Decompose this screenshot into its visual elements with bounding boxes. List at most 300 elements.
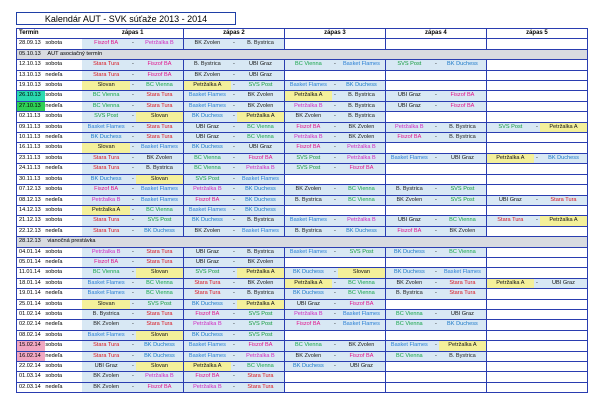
column-header-zapas-2: zápas 2 <box>183 29 284 39</box>
table-row <box>17 278 588 288</box>
away-team <box>540 185 588 195</box>
table-row <box>17 372 588 382</box>
home-team: Petržalka A <box>183 362 230 372</box>
date-cell: 14.12.13 <box>17 205 46 215</box>
table-row <box>17 268 588 278</box>
table-row <box>17 351 588 361</box>
home-team: BK Duchess <box>284 268 331 278</box>
home-team <box>486 226 533 236</box>
home-team: BK Zvolen <box>183 39 230 49</box>
match-separator: - <box>332 60 338 70</box>
home-team: BK Zvolen <box>284 185 331 195</box>
match-separator: - <box>231 289 237 299</box>
day-cell: sobota <box>45 185 82 195</box>
away-team: Stara Tura <box>540 195 588 205</box>
home-team <box>385 382 432 392</box>
away-team: B. Bystrica <box>338 101 385 111</box>
day-cell: nedeľa <box>45 226 82 236</box>
date-cell: 13.10.13 <box>17 70 46 80</box>
away-team: BC Vienna <box>136 205 183 215</box>
away-team: Stara Tura <box>237 382 284 392</box>
match-separator: - <box>130 81 136 91</box>
home-team: Stara Tura <box>183 278 230 288</box>
match-separator: - <box>433 289 439 299</box>
match-separator: - <box>130 372 136 382</box>
home-team: Slovan <box>82 143 129 153</box>
away-team: BK Zvolen <box>237 257 284 267</box>
away-team <box>540 133 588 143</box>
away-team: Stara Tura <box>136 122 183 132</box>
match-separator: - <box>332 278 338 288</box>
home-team: BC Vienna <box>385 351 432 361</box>
table-row <box>17 247 588 257</box>
match-separator: - <box>433 122 439 132</box>
away-team: Stara Tura <box>237 372 284 382</box>
home-team <box>486 257 533 267</box>
away-team <box>439 205 486 215</box>
match-separator: - <box>332 112 338 122</box>
home-team: BK Duchess <box>284 362 331 372</box>
match-separator: - <box>130 101 136 111</box>
table-row <box>17 382 588 392</box>
day-cell: sobota <box>45 91 82 101</box>
home-team: Basket Flames <box>284 81 331 91</box>
home-team: BK Zvolen <box>284 351 331 361</box>
home-team: Basket Flames <box>82 289 129 299</box>
match-separator: - <box>231 216 237 226</box>
away-team <box>439 39 486 49</box>
home-team <box>284 39 331 49</box>
table-row <box>17 122 588 132</box>
away-team <box>540 60 588 70</box>
home-team: Fiszof BA <box>284 320 331 330</box>
away-team <box>540 70 588 80</box>
away-team: SVS Post <box>136 299 183 309</box>
home-team: Basket Flames <box>82 278 129 288</box>
table-row <box>17 195 588 205</box>
match-separator: - <box>231 174 237 184</box>
home-team: BC Vienna <box>82 101 129 111</box>
home-team: BC Vienna <box>183 153 230 163</box>
home-team: Basket Flames <box>284 216 331 226</box>
home-team: UBI Graz <box>486 195 533 205</box>
table-row <box>17 133 588 143</box>
table-row <box>17 101 588 111</box>
home-team: Basket Flames <box>183 101 230 111</box>
home-team: Basket Flames <box>183 205 230 215</box>
away-team <box>338 174 385 184</box>
match-separator: - <box>433 351 439 361</box>
match-separator: - <box>231 101 237 111</box>
day-cell: nedeľa <box>45 101 82 111</box>
home-team: BK Zvolen <box>82 382 129 392</box>
match-separator: - <box>433 278 439 288</box>
match-separator: - <box>534 278 540 288</box>
home-team: Basket Flames <box>82 330 129 340</box>
home-team: UBI Graz <box>385 216 432 226</box>
home-team <box>486 143 533 153</box>
away-team: UBI Graz <box>439 153 486 163</box>
home-team <box>486 60 533 70</box>
home-team: Basket Flames <box>385 341 432 351</box>
day-cell: nedeľa <box>45 70 82 80</box>
home-team <box>385 362 432 372</box>
match-separator: - <box>332 133 338 143</box>
match-separator: - <box>231 112 237 122</box>
match-separator: - <box>130 122 136 132</box>
away-team: Petržalka B <box>338 143 385 153</box>
table-row <box>17 320 588 330</box>
date-cell: 28.12.13 <box>17 237 46 247</box>
match-separator: - <box>231 91 237 101</box>
away-team: BK Zvolen <box>338 133 385 143</box>
home-team: Stara Tura <box>82 341 129 351</box>
home-team <box>385 372 432 382</box>
home-team <box>486 205 533 215</box>
day-cell: nedeľa <box>45 382 82 392</box>
away-team: SVS Post <box>237 309 284 319</box>
away-team <box>540 309 588 319</box>
home-team <box>486 185 533 195</box>
away-team: Basket Flames <box>338 309 385 319</box>
table-row <box>17 153 588 163</box>
away-team <box>540 299 588 309</box>
away-team <box>338 382 385 392</box>
home-team: Petržalka A <box>284 91 331 101</box>
column-header-zapas-4: zápas 4 <box>385 29 486 39</box>
away-team <box>540 257 588 267</box>
away-team: SVS Post <box>237 81 284 91</box>
away-team: B. Bystrica <box>136 164 183 174</box>
match-separator: - <box>332 299 338 309</box>
home-team: BK Duchess <box>183 216 230 226</box>
home-team <box>385 81 432 91</box>
table-row <box>17 362 588 372</box>
away-team: SVS Post <box>237 320 284 330</box>
table-row <box>17 309 588 319</box>
date-cell: 16.11.13 <box>17 143 46 153</box>
away-team: UBI Graz <box>237 60 284 70</box>
home-team: Slovan <box>82 81 129 91</box>
home-team: Stara Tura <box>82 351 129 361</box>
home-team: B. Bystrica <box>385 289 432 299</box>
match-separator: - <box>130 195 136 205</box>
home-team <box>385 330 432 340</box>
match-separator: - <box>332 91 338 101</box>
home-team <box>486 330 533 340</box>
date-cell: 11.01.14 <box>17 268 46 278</box>
away-team: BK Zvolen <box>237 91 284 101</box>
home-team: Petržalka B <box>183 382 230 392</box>
match-separator: - <box>534 153 540 163</box>
away-team: B. Bystrica <box>439 133 486 143</box>
match-separator: - <box>332 81 338 91</box>
home-team: Petržalka B <box>82 195 129 205</box>
away-team: Basket Flames <box>237 174 284 184</box>
away-team: BK Zvolen <box>338 122 385 132</box>
home-team: BK Zvolen <box>82 372 129 382</box>
away-team <box>540 341 588 351</box>
away-team: Stara Tura <box>136 133 183 143</box>
home-team <box>385 112 432 122</box>
home-team <box>486 164 533 174</box>
date-cell: 05.01.14 <box>17 257 46 267</box>
match-separator: - <box>231 257 237 267</box>
away-team: BK Duchess <box>439 60 486 70</box>
away-team <box>439 362 486 372</box>
table-row <box>17 81 588 91</box>
day-cell: nedeľa <box>45 289 82 299</box>
home-team <box>486 112 533 122</box>
home-team: Basket Flames <box>385 153 432 163</box>
away-team: Fiszof BA <box>136 60 183 70</box>
day-cell: nedeľa <box>45 195 82 205</box>
away-team: SVS Post <box>338 247 385 257</box>
home-team: Petržalka B <box>82 247 129 257</box>
away-team: Petržalka A <box>439 341 486 351</box>
away-team <box>338 330 385 340</box>
home-team: Fiszof BA <box>82 257 129 267</box>
home-team: BK Duchess <box>284 289 331 299</box>
home-team <box>486 39 533 49</box>
away-team <box>540 247 588 257</box>
day-cell: sobota <box>45 278 82 288</box>
away-team: BK Zvolen <box>338 341 385 351</box>
match-separator: - <box>231 143 237 153</box>
away-team <box>540 289 588 299</box>
table-row <box>17 70 588 80</box>
match-separator: - <box>332 247 338 257</box>
home-team: UBI Graz <box>183 247 230 257</box>
away-team: UBI Graz <box>439 309 486 319</box>
away-team <box>540 205 588 215</box>
day-cell: sobota <box>45 247 82 257</box>
away-team: Petržalka A <box>237 268 284 278</box>
match-separator: - <box>332 351 338 361</box>
date-cell: 27.10.13 <box>17 101 46 111</box>
away-team: B. Bystrica <box>439 122 486 132</box>
home-team: Basket Flames <box>183 91 230 101</box>
date-cell: 12.10.13 <box>17 60 46 70</box>
away-team <box>540 39 588 49</box>
match-separator: - <box>231 122 237 132</box>
away-team: Slovan <box>136 174 183 184</box>
away-team: Petržalka B <box>338 153 385 163</box>
away-team: UBI Graz <box>338 362 385 372</box>
home-team <box>486 382 533 392</box>
match-separator: - <box>130 226 136 236</box>
away-team: BC Vienna <box>237 133 284 143</box>
away-team: Stara Tura <box>136 309 183 319</box>
match-separator: - <box>332 195 338 205</box>
match-separator: - <box>130 91 136 101</box>
away-team: BK Zvolen <box>237 278 284 288</box>
match-separator: - <box>130 39 136 49</box>
away-team: B. Bystrica <box>439 351 486 361</box>
match-separator: - <box>433 195 439 205</box>
schedule-table <box>16 28 588 393</box>
day-cell: sobota <box>45 153 82 163</box>
date-cell: 09.11.13 <box>17 122 46 132</box>
table-row <box>17 174 588 184</box>
home-team: Fiszof BA <box>82 39 129 49</box>
day-cell: nedeľa <box>45 320 82 330</box>
home-team: BK Zvolen <box>82 320 129 330</box>
match-separator: - <box>433 309 439 319</box>
header-row <box>17 29 588 39</box>
match-separator: - <box>433 153 439 163</box>
table-row <box>17 299 588 309</box>
home-team: B. Bystrica <box>385 185 432 195</box>
date-cell: 18.01.14 <box>17 278 46 288</box>
match-separator: - <box>130 341 136 351</box>
table-row <box>17 143 588 153</box>
home-team: Petržalka A <box>284 278 331 288</box>
match-separator: - <box>231 268 237 278</box>
away-team <box>540 226 588 236</box>
away-team: Basket Flames <box>136 143 183 153</box>
away-team: B. Bystrica <box>237 39 284 49</box>
away-team: Basket Flames <box>439 268 486 278</box>
away-team: BK Duchess <box>338 226 385 236</box>
match-separator: - <box>130 247 136 257</box>
table-row <box>17 257 588 267</box>
away-team: UBI Graz <box>237 143 284 153</box>
match-separator: - <box>231 153 237 163</box>
day-cell: sobota <box>45 268 82 278</box>
away-team: Petržalka B <box>338 216 385 226</box>
match-separator: - <box>433 320 439 330</box>
match-separator: - <box>231 299 237 309</box>
away-team: Petržalka A <box>540 216 588 226</box>
home-team: Stara Tura <box>183 289 230 299</box>
away-team <box>439 112 486 122</box>
away-team <box>338 70 385 80</box>
table-row <box>17 341 588 351</box>
date-cell: 26.10.13 <box>17 91 46 101</box>
home-team <box>486 309 533 319</box>
home-team: BK Duchess <box>82 133 129 143</box>
home-team: BK Duchess <box>183 299 230 309</box>
day-cell: sobota <box>45 112 82 122</box>
calendar-title: Kalendár AUT - SVK súťaže 2013 - 2014 <box>16 12 236 25</box>
away-team: Fiszof BA <box>338 299 385 309</box>
home-team: Slovan <box>82 299 129 309</box>
home-team <box>486 133 533 143</box>
home-team: SVS Post <box>284 153 331 163</box>
away-team <box>338 257 385 267</box>
home-team: BK Duchess <box>385 247 432 257</box>
away-team: BK Zvolen <box>439 226 486 236</box>
away-team: Stara Tura <box>136 91 183 101</box>
day-cell: nedeľa <box>45 351 82 361</box>
away-team: Stara Tura <box>439 289 486 299</box>
match-separator: - <box>332 289 338 299</box>
match-separator: - <box>130 185 136 195</box>
home-team: Basket Flames <box>183 351 230 361</box>
away-team: Basket Flames <box>338 60 385 70</box>
home-team: BK Duchess <box>183 112 230 122</box>
home-team: Stara Tura <box>82 226 129 236</box>
date-cell: 19.01.14 <box>17 289 46 299</box>
home-team: UBI Graz <box>385 101 432 111</box>
away-team <box>540 81 588 91</box>
match-separator: - <box>332 216 338 226</box>
match-separator: - <box>433 91 439 101</box>
home-team: SVS Post <box>486 122 533 132</box>
home-team: BC Vienna <box>385 320 432 330</box>
home-team: UBI Graz <box>183 122 230 132</box>
away-team: Slovan <box>136 362 183 372</box>
date-cell: 04.01.14 <box>17 247 46 257</box>
away-team: B. Bystrica <box>237 247 284 257</box>
match-separator: - <box>130 60 136 70</box>
home-team: Petržalka A <box>486 278 533 288</box>
home-team: Fiszof BA <box>183 195 230 205</box>
match-separator: - <box>130 309 136 319</box>
home-team: Petržalka B <box>385 122 432 132</box>
home-team <box>284 257 331 267</box>
home-team: B. Bystrica <box>183 60 230 70</box>
match-separator: - <box>332 309 338 319</box>
home-team <box>486 362 533 372</box>
away-team <box>540 362 588 372</box>
away-team: BK Zvolen <box>237 101 284 111</box>
day-cell: sobota <box>45 330 82 340</box>
match-separator: - <box>231 205 237 215</box>
away-team <box>439 81 486 91</box>
away-team: UBI Graz <box>540 278 588 288</box>
home-team: Fiszof BA <box>284 143 331 153</box>
away-team: SVS Post <box>439 185 486 195</box>
match-separator: - <box>130 362 136 372</box>
home-team <box>486 70 533 80</box>
away-team <box>540 268 588 278</box>
home-team: BC Vienna <box>385 309 432 319</box>
away-team: Petržalka B <box>237 164 284 174</box>
away-team: B. Bystrica <box>338 91 385 101</box>
date-cell: 25.01.14 <box>17 299 46 309</box>
break-note: AUT asociačný termín <box>45 49 587 59</box>
away-team: BC Vienna <box>439 247 486 257</box>
match-separator: - <box>332 143 338 153</box>
table-row <box>17 216 588 226</box>
home-team: B. Bystrica <box>284 195 331 205</box>
match-separator: - <box>534 195 540 205</box>
table-row <box>17 226 588 236</box>
match-separator: - <box>231 195 237 205</box>
column-header-termin: Termín <box>17 29 83 39</box>
away-team <box>439 372 486 382</box>
home-team: Stara Tura <box>82 153 129 163</box>
match-separator: - <box>231 341 237 351</box>
home-team <box>385 164 432 174</box>
home-team: Fiszof BA <box>385 133 432 143</box>
away-team: Petržalka B <box>237 351 284 361</box>
date-cell: 02.02.14 <box>17 320 46 330</box>
match-separator: - <box>130 70 136 80</box>
match-separator: - <box>433 216 439 226</box>
date-cell: 21.12.13 <box>17 216 46 226</box>
match-separator: - <box>130 164 136 174</box>
match-separator: - <box>130 268 136 278</box>
column-header-zapas-3: zápas 3 <box>284 29 385 39</box>
away-team <box>540 91 588 101</box>
home-team <box>486 247 533 257</box>
away-team: B. Bystrica <box>237 216 284 226</box>
match-separator: - <box>433 185 439 195</box>
home-team: Fiszof BA <box>183 372 230 382</box>
